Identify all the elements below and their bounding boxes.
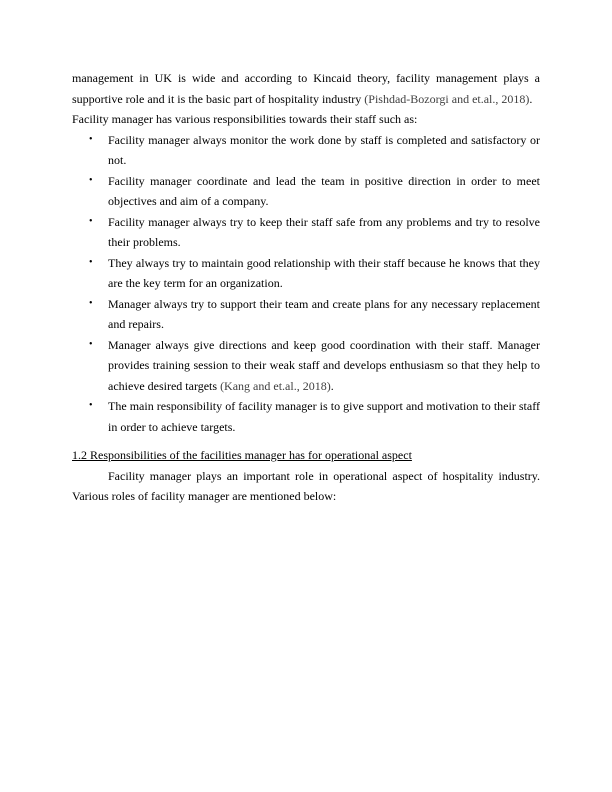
bullet-icon: • (89, 297, 93, 309)
intro-text: management in UK is wide and according to Kincaid theory, facility management plays a supportive role and it is the basic part of hospitality industry (72, 71, 540, 106)
document-page (72, 68, 540, 507)
list-item (72, 335, 540, 397)
list-item-text: Facility manager coordinate and lead the team in positive direction in order to meet objectives and aim of a company. (108, 173, 540, 208)
intro-end: . (529, 91, 533, 106)
list-item-text: Facility manager always try to keep their staff safe from any problems and try to resolve their problems. (108, 214, 540, 249)
bullet-icon: • (89, 400, 93, 411)
list-item (72, 171, 540, 212)
list-item-text: They always try to maintain good relationship with their staff because he knows that they are the key term for an organization. (108, 255, 540, 290)
bullet-icon: • (89, 133, 93, 145)
bullet-icon: • (89, 256, 93, 268)
bullet-icon: • (89, 338, 93, 350)
list-item (72, 212, 540, 253)
section-heading: 1.2 Responsibilities of the facilities manager has for operational aspect (72, 448, 412, 462)
list-item-end: . (330, 378, 334, 393)
intro-citation: (Pishdad-Bozorgi and et.al., 2018) (364, 91, 530, 106)
list-item-text: Manager always give directions and keep good coordination with their staff. Manager provides training session to their weak staff and develops enthusiasm so that they help to achieve desired targets (108, 337, 540, 393)
bullet-icon: • (89, 174, 93, 186)
list-item-citation: (Kang and et.al., 2018) (220, 378, 331, 393)
list-item (72, 253, 540, 294)
bullet-icon: • (89, 215, 93, 227)
lead-in-paragraph: Facility manager has various responsibilities towards their staff such as: (72, 112, 418, 126)
list-item-text: The main responsibility of facility manager is to give support and motivation to their staff in order to achieve targets. (108, 399, 540, 434)
intro-paragraph (72, 68, 540, 109)
list-item (72, 294, 540, 335)
list-item (72, 396, 540, 437)
list-item-text: Facility manager always monitor the work done by staff is completed and satisfactory or not. (108, 132, 540, 167)
responsibilities-list (72, 130, 540, 438)
list-item-text: Manager always try to support their team and create plans for any necessary replacement and repairs. (108, 296, 540, 331)
list-item (72, 130, 540, 171)
section-paragraph: Facility manager plays an important role in operational aspect of hospitality industry. Various roles of facility manager are mentioned below: (72, 468, 540, 503)
